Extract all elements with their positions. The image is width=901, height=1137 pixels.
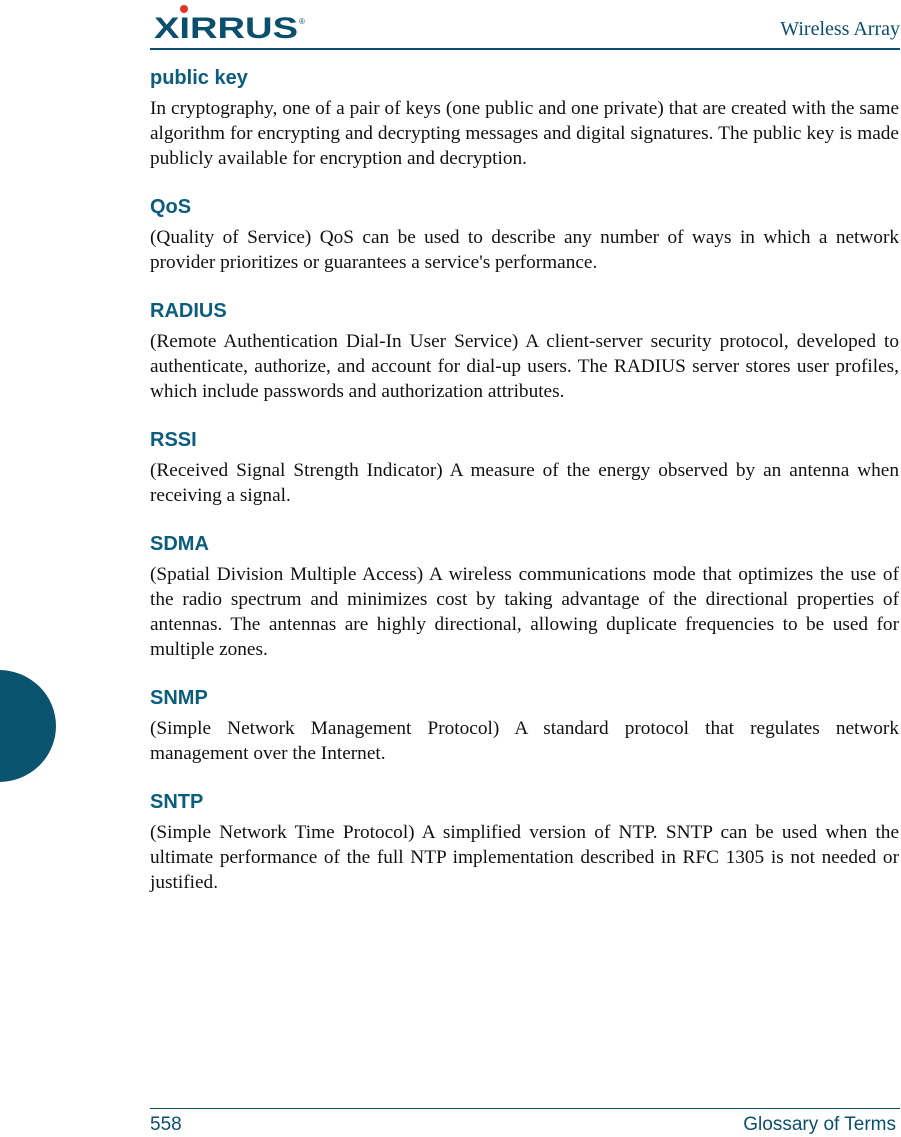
glossary-entry-qos — [150, 193, 899, 275]
page-number: 558 — [150, 1114, 182, 1135]
glossary-term: public key — [150, 67, 248, 89]
header-divider — [150, 48, 900, 50]
xirrus-logo — [153, 2, 307, 42]
glossary-entry-sdma — [150, 530, 899, 662]
glossary-entry-snmp — [150, 684, 899, 766]
glossary-content — [150, 64, 899, 917]
glossary-definition: (Remote Authentication Dial-In User Service) A client-server security protocol, developed to authenticate, authorize, and account for dial-up users. The RADIUS server stores user profiles, which include passwords and authorization attributes. — [150, 331, 899, 402]
glossary-term: SNMP — [150, 687, 208, 709]
glossary-definition: (Simple Network Management Protocol) A standard protocol that regulates network management over the Internet. — [150, 718, 899, 764]
running-title: Wireless Array — [780, 18, 900, 40]
glossary-definition: (Quality of Service) QoS can be used to describe any number of ways in which a network provider prioritizes or guarantees a service's performance. — [150, 227, 899, 273]
section-name: Glossary of Terms — [743, 1114, 896, 1135]
glossary-entry-rssi — [150, 426, 899, 508]
glossary-term: RSSI — [150, 429, 197, 451]
glossary-entry-public-key — [150, 64, 899, 171]
glossary-definition: In cryptography, one of a pair of keys (one public and one private) that are created with the same algorithm for encrypting and decrypting messages and digital signatures. The public key is made publicly available for encryption and decryption. — [150, 98, 899, 169]
footer-divider — [150, 1108, 900, 1109]
glossary-definition: (Simple Network Time Protocol) A simplified version of NTP. SNTP can be used when the ultimate performance of the full NTP implementation described in RFC 1305 is not needed or justified. — [150, 822, 899, 893]
glossary-entry-sntp — [150, 788, 899, 895]
glossary-term: SDMA — [150, 533, 209, 555]
logo-registered-mark: ® — [299, 17, 305, 26]
glossary-entry-radius — [150, 297, 899, 404]
glossary-term: RADIUS — [150, 300, 227, 322]
glossary-term: SNTP — [150, 791, 204, 813]
glossary-definition: (Received Signal Strength Indicator) A measure of the energy observed by an antenna when receiving a signal. — [150, 460, 899, 506]
glossary-definition: (Spatial Division Multiple Access) A wireless communications mode that optimizes the use of the radio spectrum and minimizes cost by taking advantage of the directional properties of antennas. The antennas are highly directional, allowing duplicate frequencies to be used for multiple zones. — [150, 564, 899, 660]
chapter-thumb-tab — [0, 670, 56, 782]
page-header — [150, 0, 900, 52]
glossary-term: QoS — [150, 196, 192, 218]
logo-wordmark: XIRRUS — [154, 12, 298, 42]
